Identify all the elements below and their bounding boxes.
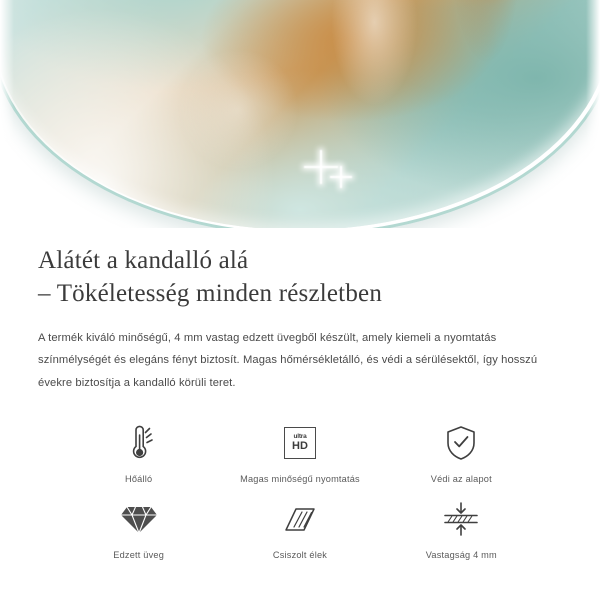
- description-paragraph: A termék kiváló minőségű, 4 mm vastag edzett üvegből készült, amely kiemeli a nyomtatás színmélységét és elegáns fényt biztosít. Magas hőmérsékletálló, és védi a sérülésektől, így hosszú évekre biztosítja a kandalló körüli teret.: [38, 332, 538, 389]
- feature-label: Magas minőségű nyomtatás: [240, 474, 360, 485]
- feature-item-surface-protection: [381, 420, 542, 484]
- hero-image: [0, 0, 600, 228]
- feature-label: Vastagság 4 mm: [425, 550, 497, 561]
- headline-line-1: Alátét a kandalló alá: [38, 247, 249, 274]
- feature-label: Edzett üveg: [113, 550, 165, 561]
- feature-item-polished-edges: [219, 496, 380, 560]
- thermometer-icon: [122, 420, 156, 466]
- image-fade-left: [0, 0, 14, 228]
- ultra-hd-icon: [284, 420, 316, 466]
- page-title: [38, 244, 562, 310]
- image-fade-right: [586, 0, 600, 228]
- feature-item-tempered-glass: [58, 496, 219, 560]
- feature-label: Védi az alapot: [430, 474, 492, 485]
- diamond-icon: [119, 496, 159, 542]
- headline-line-2: – Tökéletesség minden részletben: [38, 280, 383, 307]
- shield-check-icon: [444, 420, 478, 466]
- thickness-icon: [441, 496, 481, 542]
- content-area: [0, 244, 600, 560]
- ultra-hd-badge-top: ultra: [293, 432, 307, 440]
- round-marble-pattern-board: [0, 0, 600, 228]
- feature-label: Hőálló: [125, 474, 153, 485]
- polished-edge-icon: [282, 496, 318, 542]
- feature-label: Csiszolt élek: [272, 550, 328, 561]
- feature-grid: [38, 420, 562, 560]
- feature-item-heat-resistant: [58, 420, 219, 484]
- feature-item-thickness: [381, 496, 542, 560]
- feature-item-print-quality: [219, 420, 380, 484]
- ultra-hd-badge-bottom: HD: [292, 440, 308, 453]
